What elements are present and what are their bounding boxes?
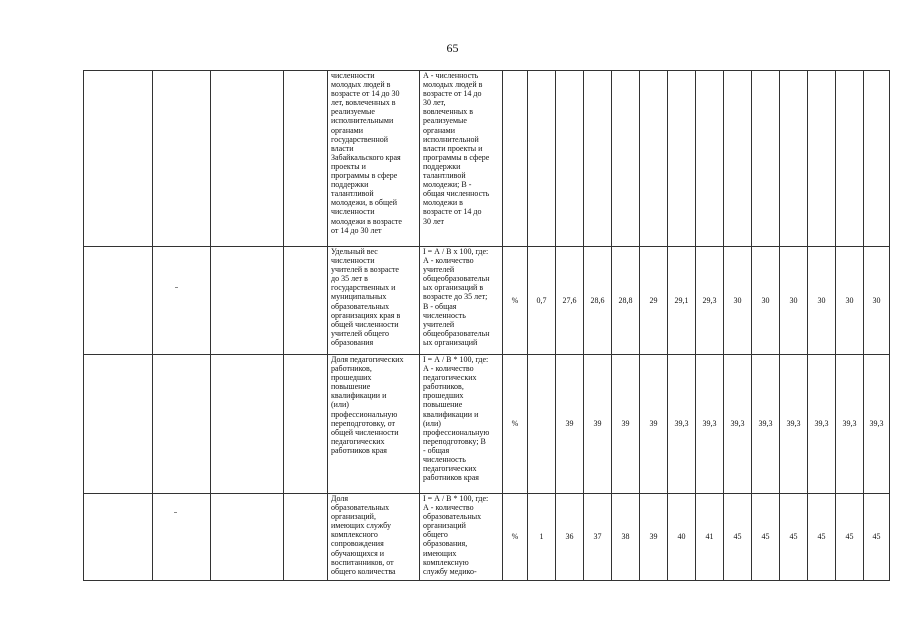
scan-mark <box>175 287 178 288</box>
value-cell: 45 <box>864 494 890 581</box>
value-cell: 36 <box>556 494 584 581</box>
value-cell: 39,3 <box>696 355 724 494</box>
value-cell <box>724 71 752 247</box>
value-cell <box>528 355 556 494</box>
value-cell: 40 <box>668 494 696 581</box>
formula-cell: I = А / В х 100, где: А - количество учителей общеобразовательн ых организаций в возрасте до 35 лет; В - общая численность учителей общеобразовательн ых организаций <box>420 247 503 355</box>
empty-cell <box>84 71 153 247</box>
value-cell: 30 <box>864 247 890 355</box>
indicators-table <box>83 70 890 581</box>
value-cell: 39 <box>640 355 668 494</box>
indicator-name-cell: Доля педагогических работников, прошедших повышение квалификации и (или) профессиональную переподготовку, от общей численности педагогических работников края <box>328 355 420 494</box>
value-cell: 29 <box>640 247 668 355</box>
value-cell: 39,3 <box>668 355 696 494</box>
value-cell <box>864 71 890 247</box>
value-cell: 30 <box>808 247 836 355</box>
indicator-name-cell: Доля образовательных организаций, имеющих службу комплексного сопровождения обучающихся и воспитанников, от общего количества <box>328 494 420 581</box>
table-row <box>84 71 890 247</box>
value-cell: 29,1 <box>668 247 696 355</box>
value-cell: 27,6 <box>556 247 584 355</box>
value-cell: 39 <box>612 355 640 494</box>
value-cell: 45 <box>780 494 808 581</box>
value-cell: 0,7 <box>528 247 556 355</box>
value-cell <box>556 71 584 247</box>
table-row <box>84 247 890 355</box>
value-cell <box>752 71 780 247</box>
value-cell: 37 <box>584 494 612 581</box>
value-cell: 29,3 <box>696 247 724 355</box>
unit-cell <box>503 71 528 247</box>
value-cell: 39,3 <box>864 355 890 494</box>
empty-cell <box>211 247 284 355</box>
value-cell: 28,6 <box>584 247 612 355</box>
empty-cell <box>84 494 153 581</box>
value-cell: 39,3 <box>724 355 752 494</box>
indicator-name-cell: Удельный вес численности учителей в возрасте до 35 лет в государственных и муниципальных образовательных организациях края в общей численности учителей общего образования <box>328 247 420 355</box>
value-cell: 39,3 <box>836 355 864 494</box>
value-cell: 39,3 <box>808 355 836 494</box>
value-cell: 30 <box>836 247 864 355</box>
value-cell <box>612 71 640 247</box>
value-cell: 30 <box>780 247 808 355</box>
formula-cell: А - численность молодых людей в возрасте от 14 до 30 лет, вовлеченных в реализуемые органами исполнительной власти проекты и программы в сфере поддержки талантливой молодежи; В - общая численность молодежи в возрасте от 14 до 30 лет <box>420 71 503 247</box>
indicator-name-cell: численности молодых людей в возрасте от 14 до 30 лет, вовлеченных в реализуемые исполнительными органами государственной власти Забайкальского края проекты и программы в сфере поддержки талантливой молодежи, в общей численности молодежи в возрасте от 14 до 30 лет <box>328 71 420 247</box>
value-cell: 39,3 <box>780 355 808 494</box>
empty-cell <box>284 247 328 355</box>
empty-cell <box>284 355 328 494</box>
table-row <box>84 355 890 494</box>
empty-cell <box>284 71 328 247</box>
unit-cell: % <box>503 494 528 581</box>
value-cell <box>528 71 556 247</box>
value-cell: 39,3 <box>752 355 780 494</box>
empty-cell <box>211 494 284 581</box>
unit-cell: % <box>503 247 528 355</box>
value-cell: 39 <box>556 355 584 494</box>
value-cell <box>696 71 724 247</box>
formula-cell: I = А / В * 100, где: А - количество педагогических работников, прошедших повышение квалификации и (или) профессиональную переподготовку; В - общая численность педагогических работников края <box>420 355 503 494</box>
value-cell: 45 <box>836 494 864 581</box>
unit-cell: % <box>503 355 528 494</box>
empty-cell <box>284 494 328 581</box>
empty-cell <box>153 355 211 494</box>
value-cell: 45 <box>752 494 780 581</box>
empty-cell <box>153 494 211 581</box>
empty-cell <box>84 355 153 494</box>
value-cell: 39 <box>640 494 668 581</box>
value-cell: 1 <box>528 494 556 581</box>
table-row <box>84 494 890 581</box>
value-cell <box>780 71 808 247</box>
value-cell: 39 <box>584 355 612 494</box>
empty-cell <box>211 355 284 494</box>
value-cell <box>808 71 836 247</box>
value-cell: 30 <box>724 247 752 355</box>
value-cell <box>836 71 864 247</box>
value-cell: 45 <box>724 494 752 581</box>
empty-cell <box>211 71 284 247</box>
value-cell <box>640 71 668 247</box>
value-cell: 38 <box>612 494 640 581</box>
empty-cell <box>84 247 153 355</box>
value-cell <box>668 71 696 247</box>
empty-cell <box>153 71 211 247</box>
empty-cell <box>153 247 211 355</box>
value-cell: 28,8 <box>612 247 640 355</box>
value-cell: 45 <box>808 494 836 581</box>
value-cell <box>584 71 612 247</box>
scan-mark <box>174 512 177 513</box>
value-cell: 41 <box>696 494 724 581</box>
value-cell: 30 <box>752 247 780 355</box>
formula-cell: I = А / В * 100, где: А - количество образовательных организаций общего образования, имеющих комплексную службу медико- <box>420 494 503 581</box>
page-number: 65 <box>446 41 459 55</box>
